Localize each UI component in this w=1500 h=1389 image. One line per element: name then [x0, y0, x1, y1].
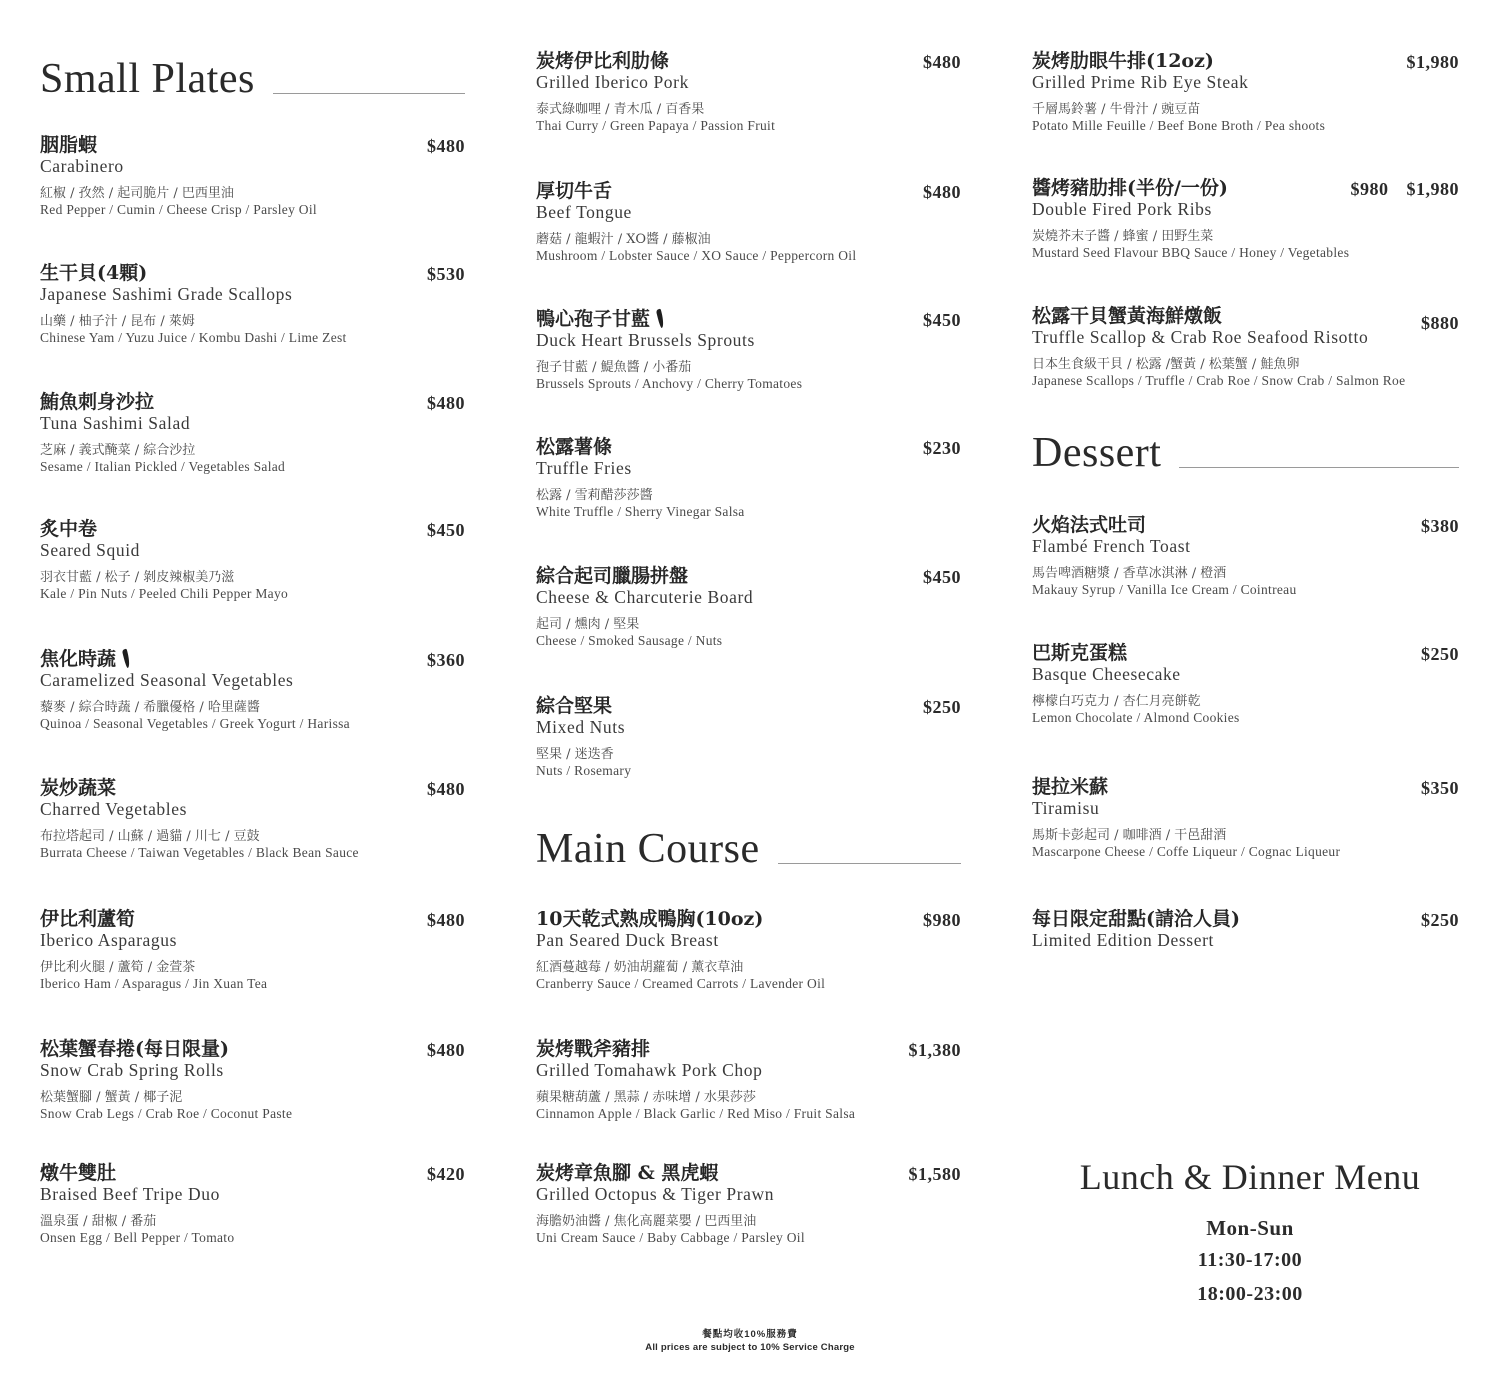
- item-name-en: Limited Edition Dessert: [1032, 930, 1214, 950]
- item-desc-zh: 紅椒 / 孜然 / 起司脆片 / 巴西里油: [40, 186, 234, 201]
- menu-item: [40, 908, 465, 992]
- item-desc-en: Makauy Syrup / Vanilla Ice Cream / Cointreau: [1032, 582, 1297, 597]
- item-desc-zh: 日本生食級干貝 / 松露 /蟹黃 / 松葉蟹 / 鮭魚卵: [1032, 357, 1300, 372]
- item-name-zh: 提拉米蘇: [1032, 776, 1109, 798]
- item-price: $250: [1421, 910, 1459, 930]
- item-name-zh: 炭烤章魚腳 & 黑虎蝦: [536, 1162, 719, 1184]
- service-charge-note: [0, 1328, 1500, 1354]
- divider: [1179, 467, 1459, 468]
- item-name-en: Truffle Scallop & Crab Roe Seafood Risotto: [1032, 327, 1369, 347]
- item-name-zh: 醬烤豬肋排(半份/一份): [1032, 177, 1228, 199]
- hours-dinner: 18:00-23:00: [1197, 1283, 1303, 1305]
- opening-hours: [1040, 1155, 1460, 1311]
- item-desc-zh: 紅酒蔓越莓 / 奶油胡蘿蔔 / 薰衣草油: [536, 960, 744, 975]
- item-price-full: $1,980: [1406, 179, 1459, 199]
- item-name-zh: 松露干貝蟹黃海鮮燉飯: [1032, 305, 1223, 327]
- item-desc-en: White Truffle / Sherry Vinegar Salsa: [536, 504, 745, 519]
- item-name-zh: 炭烤伊比利肋條: [536, 50, 670, 72]
- menu-item: [536, 308, 961, 392]
- menu-item: [40, 1162, 465, 1246]
- section-title: Dessert: [1032, 430, 1162, 476]
- item-price: $480: [427, 393, 465, 413]
- item-price: $480: [427, 136, 465, 156]
- item-name-en: Charred Vegetables: [40, 799, 188, 819]
- menu-item: [40, 777, 465, 861]
- menu-item: [1032, 642, 1459, 726]
- item-name-zh: 松葉蟹春捲(每日限量): [40, 1038, 229, 1060]
- service-charge-en: All prices are subject to 10% Service Charge: [645, 1342, 855, 1353]
- item-price: $380: [1421, 516, 1459, 536]
- item-name-en: Basque Cheesecake: [1032, 664, 1181, 684]
- item-name-en: Grilled Tomahawk Pork Chop: [536, 1060, 763, 1080]
- item-price: $360: [427, 650, 465, 670]
- item-name-en: Grilled Iberico Pork: [536, 72, 689, 92]
- menu-item: [40, 648, 465, 732]
- item-desc-en: Cheese / Smoked Sausage / Nuts: [536, 633, 723, 648]
- item-name-en: Iberico Asparagus: [40, 930, 178, 950]
- item-name-zh: 鮪魚刺身沙拉: [40, 391, 155, 413]
- item-desc-en: Kale / Pin Nuts / Peeled Chili Pepper Mayo: [40, 586, 289, 601]
- item-name-zh: [40, 648, 465, 670]
- item-price: $530: [427, 264, 465, 284]
- item-price: $480: [427, 779, 465, 799]
- item-price: $450: [427, 520, 465, 540]
- item-desc-zh: 山藥 / 柚子汁 / 昆布 / 萊姆: [40, 314, 195, 329]
- item-desc-en: Thai Curry / Green Papaya / Passion Fruit: [536, 118, 776, 133]
- menu-item: [536, 1162, 961, 1246]
- item-price: $480: [923, 182, 961, 202]
- item-name-zh: 炭炒蔬菜: [40, 777, 117, 799]
- item-name-zh: 炭烤肋眼牛排(12oz): [1032, 50, 1214, 72]
- item-desc-en: Brussels Sprouts / Anchovy / Cherry Tomatoes: [536, 376, 803, 391]
- item-desc-zh: 松露 / 雪莉醋莎莎醬: [536, 488, 653, 503]
- item-desc-zh: 孢子甘藍 / 鯷魚醬 / 小番茄: [536, 360, 692, 375]
- item-name-zh: 綜合起司臘腸拼盤: [536, 565, 689, 587]
- menu-item: [536, 436, 961, 520]
- item-desc-zh: 羽衣甘藍 / 松子 / 剝皮辣椒美乃滋: [40, 570, 235, 585]
- menu-item: [40, 518, 465, 602]
- item-name-zh: 每日限定甜點(請洽人員): [1032, 908, 1240, 930]
- item-name-zh: 伊比利蘆筍: [40, 908, 136, 930]
- item-price: $480: [427, 1040, 465, 1060]
- item-name-en: Double Fired Pork Ribs: [1032, 199, 1212, 219]
- item-desc-zh: 蘑菇 / 龍蝦汁 / XO醬 / 藤椒油: [536, 232, 711, 247]
- section-title: Main Course: [536, 826, 760, 872]
- item-name-en: Braised Beef Tripe Duo: [40, 1184, 220, 1204]
- item-desc-en: Onsen Egg / Bell Pepper / Tomato: [40, 1230, 235, 1245]
- item-desc-zh: 伊比利火腿 / 蘆筍 / 金萱茶: [40, 960, 196, 975]
- service-charge-zh: 餐點均收10%服務費: [702, 1329, 798, 1340]
- menu-item: [536, 695, 961, 779]
- item-name-en: Pan Seared Duck Breast: [536, 930, 719, 950]
- item-desc-zh: 布拉塔起司 / 山蘇 / 過貓 / 川七 / 豆鼓: [40, 829, 260, 844]
- item-desc-zh: 堅果 / 迷迭香: [536, 747, 614, 762]
- item-desc-en: Burrata Cheese / Taiwan Vegetables / Black Bean Sauce: [40, 845, 359, 860]
- menu-item: [1032, 514, 1459, 598]
- item-desc-zh: 起司 / 燻肉 / 堅果: [536, 617, 640, 632]
- item-price: $230: [923, 438, 961, 458]
- menu-item: [536, 908, 961, 992]
- item-desc-zh: 檸檬白巧克力 / 杏仁月亮餅乾: [1032, 694, 1201, 709]
- item-price: $480: [923, 52, 961, 72]
- item-desc-en: Mustard Seed Flavour BBQ Sauce / Honey / Vegetables: [1032, 245, 1350, 260]
- item-desc-en: Mascarpone Cheese / Coffe Liqueur / Cognac Liqueur: [1032, 844, 1341, 859]
- item-name-en: Tuna Sashimi Salad: [40, 413, 191, 433]
- item-name-en: Truffle Fries: [536, 458, 632, 478]
- item-name-zh: 火焰法式吐司: [1032, 514, 1147, 536]
- item-desc-en: Red Pepper / Cumin / Cheese Crisp / Parsley Oil: [40, 202, 317, 217]
- chili-pepper-icon: [656, 309, 665, 329]
- item-price: $1,580: [908, 1164, 961, 1184]
- item-name-en: Mixed Nuts: [536, 717, 626, 737]
- divider: [273, 93, 465, 94]
- item-desc-en: Iberico Ham / Asparagus / Jin Xuan Tea: [40, 976, 268, 991]
- menu-item: [40, 391, 465, 475]
- menu-item: [1032, 908, 1459, 950]
- item-price: $350: [1421, 778, 1459, 798]
- item-desc-zh: 馬告啤酒糖漿 / 香草冰淇淋 / 橙酒: [1032, 566, 1227, 581]
- divider: [778, 863, 961, 864]
- item-price: $250: [1421, 644, 1459, 664]
- chili-pepper-icon: [122, 649, 131, 669]
- hours-lunch: 11:30-17:00: [1197, 1249, 1303, 1271]
- item-desc-en: Quinoa / Seasonal Vegetables / Greek Yogurt / Harissa: [40, 716, 350, 731]
- item-desc-zh: 泰式綠咖哩 / 青木瓜 / 百香果: [536, 102, 705, 117]
- item-desc-zh: 藜麥 / 綜合時蔬 / 希臘優格 / 哈里薩醬: [40, 700, 260, 715]
- item-name-en: Flambé French Toast: [1032, 536, 1191, 556]
- item-price: $250: [923, 697, 961, 717]
- item-name-en: Tiramisu: [1032, 798, 1100, 818]
- item-desc-en: Cranberry Sauce / Creamed Carrots / Lavender Oil: [536, 976, 826, 991]
- item-desc-zh: 千層馬鈴薯 / 牛骨汁 / 豌豆苗: [1032, 102, 1201, 117]
- item-name-en: Beef Tongue: [536, 202, 632, 222]
- menu-item: [536, 50, 961, 134]
- item-desc-zh: 炭燒芥末子醬 / 蜂蜜 / 田野生菜: [1032, 229, 1214, 244]
- item-name-en: Japanese Sashimi Grade Scallops: [40, 284, 293, 304]
- item-name-zh: 生干貝(4顆): [40, 262, 148, 284]
- menu-item: [1032, 305, 1459, 389]
- menu-item: [40, 134, 465, 218]
- menu-item: [536, 565, 961, 649]
- item-name-en: Cheese & Charcuterie Board: [536, 587, 754, 607]
- item-desc-zh: 松葉蟹腳 / 蟹黃 / 椰子泥: [40, 1090, 183, 1105]
- menu-item: [1032, 177, 1459, 261]
- item-price-group: [1351, 179, 1460, 200]
- item-desc-en: Uni Cream Sauce / Baby Cabbage / Parsley Oil: [536, 1230, 805, 1245]
- item-name-zh-text: 鴨心孢子甘藍: [536, 308, 651, 330]
- item-desc-zh: 馬斯卡彭起司 / 咖啡酒 / 干邑甜酒: [1032, 828, 1227, 843]
- item-desc-zh: 海膽奶油醬 / 焦化高麗菜嬰 / 巴西里油: [536, 1214, 757, 1229]
- item-name-en: Grilled Prime Rib Eye Steak: [1032, 72, 1249, 92]
- section-title: Small Plates: [40, 56, 255, 102]
- menu-item: [536, 1038, 961, 1122]
- item-name-zh: [536, 308, 961, 330]
- item-price: $980: [923, 910, 961, 930]
- menu-item: [40, 262, 465, 346]
- item-price: $1,980: [1406, 52, 1459, 72]
- item-desc-en: Cinnamon Apple / Black Garlic / Red Miso / Fruit Salsa: [536, 1106, 856, 1121]
- item-name-zh: 巴斯克蛋糕: [1032, 642, 1128, 664]
- hours-days: Mon-Sun: [1206, 1216, 1294, 1240]
- item-name-zh: 胭脂蝦: [40, 134, 98, 156]
- item-price: $450: [923, 567, 961, 587]
- item-name-zh: 松露薯條: [536, 436, 613, 458]
- section-header-dessert: [1032, 414, 1459, 474]
- item-name-en: Snow Crab Spring Rolls: [40, 1060, 224, 1080]
- item-name-zh: 炙中卷: [40, 518, 98, 540]
- item-desc-en: Japanese Scallops / Truffle / Crab Roe / Snow Crab / Salmon Roe: [1032, 373, 1406, 388]
- item-name-zh: 綜合堅果: [536, 695, 613, 717]
- item-desc-en: Mushroom / Lobster Sauce / XO Sauce / Peppercorn Oil: [536, 248, 857, 263]
- item-desc-en: Sesame / Italian Pickled / Vegetables Salad: [40, 459, 286, 474]
- item-desc-en: Nuts / Rosemary: [536, 763, 632, 778]
- item-desc-en: Lemon Chocolate / Almond Cookies: [1032, 710, 1240, 725]
- item-desc-en: Chinese Yam / Yuzu Juice / Kombu Dashi / Lime Zest: [40, 330, 347, 345]
- item-price: $880: [1421, 313, 1459, 333]
- menu-item: [40, 1038, 465, 1122]
- item-price: $480: [427, 910, 465, 930]
- item-name-en: Seared Squid: [40, 540, 141, 560]
- item-price: $1,380: [908, 1040, 961, 1060]
- item-name-en: Carabinero: [40, 156, 124, 176]
- item-desc-zh: 溫泉蛋 / 甜椒 / 番茄: [40, 1214, 157, 1229]
- menu-item: [1032, 50, 1459, 134]
- item-desc-en: Potato Mille Feuille / Beef Bone Broth / Pea shoots: [1032, 118, 1326, 133]
- item-desc-en: Snow Crab Legs / Crab Roe / Coconut Paste: [40, 1106, 293, 1121]
- hours-title: Lunch & Dinner Menu: [1079, 1157, 1421, 1197]
- item-price-half: $980: [1350, 179, 1389, 199]
- item-desc-zh: 芝麻 / 義式醃菜 / 綜合沙拉: [40, 443, 196, 458]
- menu-item: [1032, 776, 1459, 860]
- item-price: $420: [427, 1164, 465, 1184]
- item-name-en: Caramelized Seasonal Vegetables: [40, 670, 294, 690]
- item-name-zh-text: 焦化時蔬: [40, 648, 117, 670]
- item-name-zh: 燉牛雙肚: [40, 1162, 117, 1184]
- item-name-zh: 厚切牛舌: [536, 180, 613, 202]
- section-header-small-plates: [40, 40, 465, 100]
- item-name-en: Duck Heart Brussels Sprouts: [536, 330, 755, 350]
- item-desc-zh: 蘋果糖葫蘆 / 黑蒜 / 赤味增 / 水果莎莎: [536, 1090, 756, 1105]
- section-header-main-course: [536, 810, 961, 870]
- item-name-zh: 10天乾式熟成鴨胸(10oz): [536, 908, 764, 930]
- item-price: $450: [923, 310, 961, 330]
- item-name-en: Grilled Octopus & Tiger Prawn: [536, 1184, 775, 1204]
- menu-item: [536, 180, 961, 264]
- item-name-zh: 炭烤戰斧豬排: [536, 1038, 651, 1060]
